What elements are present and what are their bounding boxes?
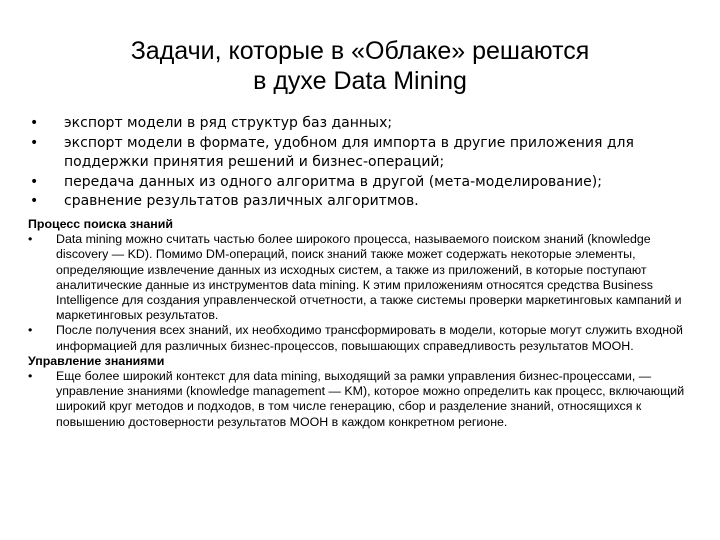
body-text [28,217,688,430]
bullet-icon: • [30,173,39,190]
bullet-icon: • [28,323,33,338]
task-list-item [30,173,690,193]
section-item-text: Data mining можно считать частью более широкого процесса, называемого поиском знаний (knowledge discovery — KD). Помимо DM-операций, поиск знаний также может содержать некоторые элементы, определяющие извлечение данных из исходных систем, а также из приложений, в которые поступают аналитические данные из инструментов data mining. К этим приложениям относятся средства Business Intelligence для создания управленческой отчетности, а также системы проверки маркетинговых кампаний и маркетинговых результатов. [56,232,682,323]
task-list [30,114,690,212]
slide-title [20,36,700,96]
bullet-icon: • [30,134,39,151]
task-list-item [30,134,690,173]
section-item [28,323,688,353]
bullet-icon: • [30,115,39,131]
task-list-item [30,192,690,212]
task-list-item-text: сравнение результатов различных алгоритмов. [64,193,419,209]
bullet-icon: • [28,232,33,247]
section-heading-knowledge-management: Управление знаниями [28,353,165,368]
section-heading-knowledge-discovery: Процесс поиска знаний [28,217,173,231]
bullet-icon: • [28,369,33,384]
task-list-item-text: передача данных из одного алгоритма в другой (мета-моделирование); [64,173,602,190]
task-list-item [30,114,690,134]
bullet-icon: • [30,193,39,209]
section-item-text: Еще более широкий контекст для data mining, выходящий за рамки управления бизнес-процессами, — управление знаниями (knowledge management — KM), которое можно определить как процесс, включающий широкий круг методов и подходов, в том числе генерацию, сбор и разделение знаний, относящихся к повышению достоверности результатов МООН в каждом конкретном регионе. [56,369,685,429]
slide-title-line-1: Задачи, которые в «Облаке» решаются [130,37,590,65]
section-item [28,232,688,323]
slide-title-line-2: в духе Data Mining [253,67,467,95]
section-item [28,369,688,430]
task-list-item-text: экспорт модели в формате, удобном для импорта в другие приложения для поддержки принятия решений и бизнес-операций; [64,134,634,170]
task-list-item-text: экспорт модели в ряд структур баз данных; [64,115,393,131]
section-item-text: После получения всех знаний, их необходимо трансформировать в модели, которые могут служить входной информацией для различных бизнес-процессов, повышающих справедливость результатов МООН. [56,323,683,353]
